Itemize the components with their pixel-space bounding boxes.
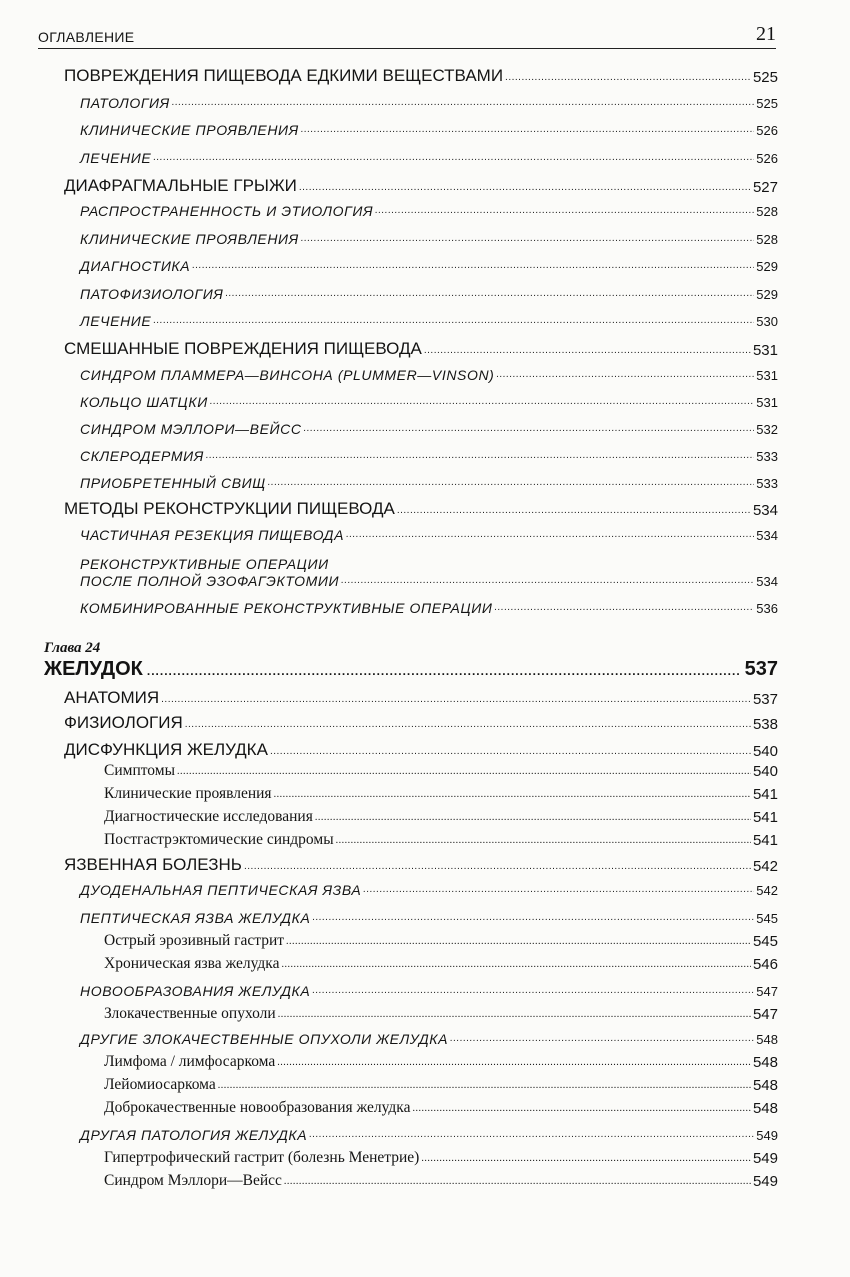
toc-entry-level-2[interactable] — [80, 983, 778, 999]
chapter-title-entry[interactable] — [44, 658, 778, 681]
dot-leader — [218, 1081, 751, 1091]
dot-leader — [336, 836, 751, 846]
toc-entry-title: РАСПРОСТРАНЕННОСТЬ И ЭТИОЛОГИЯ — [80, 203, 374, 219]
dot-leader — [505, 73, 751, 83]
toc-entry-page: 549 — [756, 1128, 778, 1143]
toc-entry-page: 540 — [752, 763, 778, 780]
dot-leader — [412, 1104, 751, 1114]
toc-entry-title: ПЕПТИЧЕСКАЯ ЯЗВА ЖЕЛУДКА — [80, 910, 311, 926]
dot-leader — [153, 153, 754, 163]
dot-leader — [299, 183, 751, 193]
toc-entry-level-3[interactable] — [104, 1053, 778, 1071]
toc-entry-title: НОВООБРАЗОВАНИЯ ЖЕЛУДКА — [80, 983, 311, 999]
toc-entry-title: КОМБИНИРОВАННЫЕ РЕКОНСТРУКТИВНЫЕ ОПЕРАЦИИ — [80, 600, 493, 616]
toc-entry-title: СИНДРОМ ПЛАММЕРА—ВИНСОНА (PLUMMER—VINSON) — [80, 367, 495, 383]
dot-leader — [185, 720, 751, 730]
toc-entry-title: ПАТОЛОГИЯ — [80, 95, 170, 111]
toc-entry-page: 548 — [752, 1100, 778, 1117]
toc-entry-level-1[interactable] — [64, 740, 778, 760]
toc-entry-level-3[interactable] — [104, 831, 778, 849]
toc-entry-page: 527 — [752, 179, 778, 196]
toc-entry-level-3[interactable] — [104, 1005, 778, 1023]
toc-entry-level-3[interactable] — [104, 1076, 778, 1094]
toc-entry-level-1[interactable] — [64, 66, 778, 86]
toc-entry-title: МЕТОДЫ РЕКОНСТРУКЦИИ ПИЩЕВОДА — [64, 499, 395, 518]
toc-entry-title: ДИАГНОСТИКА — [80, 258, 191, 274]
toc-entry-level-3[interactable] — [104, 955, 778, 973]
toc-entry-level-1[interactable] — [64, 339, 778, 359]
toc-entry-page: 534 — [752, 502, 778, 519]
dot-leader — [161, 695, 751, 705]
header-page-number: 21 — [756, 23, 776, 45]
header-section-title: ОГЛАВЛЕНИЕ — [38, 29, 135, 45]
toc-entry-page: 545 — [752, 933, 778, 950]
dot-leader — [363, 885, 754, 895]
toc-entry-level-2[interactable] — [80, 95, 778, 111]
toc-entry-page: 547 — [756, 984, 778, 999]
toc-entry-page: 525 — [756, 96, 778, 111]
dot-leader — [341, 576, 754, 586]
dot-leader — [397, 506, 751, 516]
toc-entry-title: Клинические проявления — [104, 785, 272, 802]
toc-entry-page: 542 — [752, 858, 778, 875]
toc-entry-level-2[interactable] — [80, 258, 778, 274]
dot-leader — [494, 603, 754, 613]
toc-entry-page: 542 — [756, 883, 778, 898]
toc-entry-title: Хроническая язва желудка — [104, 955, 280, 972]
dot-leader — [278, 1010, 751, 1020]
toc-entry-title-line1: РЕКОНСТРУКТИВНЫЕ ОПЕРАЦИИ — [80, 556, 329, 572]
dot-leader — [210, 397, 754, 407]
toc-entry-page: 528 — [756, 232, 778, 247]
dot-leader — [284, 1177, 751, 1187]
toc-entry-level-2[interactable] — [80, 231, 778, 247]
toc-entry-title: СМЕШАННЫЕ ПОВРЕЖДЕНИЯ ПИЩЕВОДА — [64, 339, 422, 358]
toc-entry-level-3[interactable] — [104, 1099, 778, 1117]
toc-entry-page: 540 — [752, 743, 778, 760]
toc-entry-level-1[interactable] — [64, 855, 778, 875]
toc-entry-page: 538 — [752, 716, 778, 733]
toc-entry-title: ДУОДЕНАЛЬНАЯ ПЕПТИЧЕСКАЯ ЯЗВА — [80, 882, 362, 898]
dot-leader — [281, 960, 750, 970]
toc-entry-level-2[interactable] — [80, 286, 778, 302]
toc-entry-level-2[interactable] — [80, 313, 778, 329]
toc-entry-title: ПОВРЕЖДЕНИЯ ПИЩЕВОДА ЕДКИМИ ВЕЩЕСТВАМИ — [64, 66, 504, 85]
toc-entry-title: Злокачественные опухоли — [104, 1005, 276, 1022]
toc-entry-title: Симптомы — [104, 762, 175, 779]
chapter-page: 537 — [744, 658, 778, 680]
toc-entry-page: 545 — [756, 911, 778, 926]
dot-leader — [270, 747, 751, 757]
toc-entry-title: КЛИНИЧЕСКИЕ ПРОЯВЛЕНИЯ — [80, 122, 299, 138]
toc-entry-title: Постгастрэктомические синдромы — [104, 831, 334, 848]
toc-entry-title: Острый эрозивный гастрит — [104, 932, 285, 949]
dot-leader — [301, 125, 754, 135]
toc-entry-page: 549 — [752, 1150, 778, 1167]
toc-entry-level-2[interactable] — [80, 367, 778, 383]
toc-entry-title: ЛЕЧЕНИЕ — [80, 150, 152, 166]
toc-entry-level-3[interactable] — [104, 762, 778, 780]
dot-leader — [346, 530, 754, 540]
toc-entry-page: 548 — [756, 1032, 778, 1047]
dot-leader — [312, 913, 754, 923]
toc-entry-title: ПРИОБРЕТЕННЫЙ СВИЩ — [80, 475, 266, 491]
dot-leader — [309, 1130, 754, 1140]
dot-leader — [304, 424, 755, 434]
dot-leader — [424, 346, 751, 356]
toc-entry-title: Диагностические исследования — [104, 808, 313, 825]
toc-entry-title: ДРУГАЯ ПАТОЛОГИЯ ЖЕЛУДКА — [80, 1127, 308, 1143]
toc-entry-level-1[interactable] — [64, 176, 778, 196]
dot-leader — [277, 1058, 751, 1068]
dot-leader — [286, 937, 751, 947]
toc-entry-title: СИНДРОМ МЭЛЛОРИ—ВЕЙСС — [80, 421, 302, 437]
toc-entry-page: 537 — [752, 691, 778, 708]
toc-entry-title: КЛИНИЧЕСКИЕ ПРОЯВЛЕНИЯ — [80, 231, 299, 247]
toc-entry-level-2[interactable] — [80, 1127, 778, 1143]
dot-leader — [192, 261, 754, 271]
toc-entry-level-3[interactable] — [104, 785, 778, 803]
toc-entry-level-1[interactable] — [64, 713, 778, 733]
toc-entry-level-2[interactable] — [80, 150, 778, 166]
toc-entry-page: 528 — [756, 204, 778, 219]
dot-leader — [315, 813, 751, 823]
dot-leader — [244, 862, 751, 872]
dot-leader — [450, 1034, 754, 1044]
toc-entry-level-3[interactable] — [104, 1149, 778, 1167]
toc-entry-level-1[interactable] — [64, 499, 778, 519]
toc-entry-title: ПАТОФИЗИОЛОГИЯ — [80, 286, 224, 302]
toc-entry-page: 536 — [756, 601, 778, 616]
chapter-title: ЖЕЛУДОК — [44, 658, 143, 680]
toc-entry-title: ЛЕЧЕНИЕ — [80, 313, 152, 329]
toc-entry-level-3[interactable] — [104, 808, 778, 826]
toc-entry-level-2[interactable] — [80, 122, 778, 138]
toc-entry-title-line2: ПОСЛЕ ПОЛНОЙ ЭЗОФАГЭКТОМИИ — [80, 573, 340, 589]
toc-entry-title: Лейомиосаркома — [104, 1076, 216, 1093]
dot-leader — [268, 478, 755, 488]
toc-entry-page: 546 — [752, 956, 778, 973]
toc-entry-page: 531 — [752, 342, 778, 359]
toc-entry-level-2[interactable] — [80, 882, 778, 898]
toc-entry-page: 534 — [756, 574, 778, 589]
toc-entry-page: 549 — [752, 1173, 778, 1190]
toc-entry-level-2[interactable] — [80, 527, 778, 543]
toc-entry-level-2[interactable] — [80, 1031, 778, 1047]
toc-entry-page: 541 — [752, 809, 778, 826]
toc-entry-page: 526 — [756, 123, 778, 138]
dot-leader — [421, 1154, 751, 1164]
dot-leader — [177, 767, 751, 777]
dot-leader — [172, 98, 754, 108]
toc-entry-page: 541 — [752, 832, 778, 849]
toc-entry-multiline[interactable] — [80, 556, 329, 572]
toc-entry-page: 530 — [756, 314, 778, 329]
toc-entry-page: 529 — [756, 287, 778, 302]
toc-entry-title: ДРУГИЕ ЗЛОКАЧЕСТВЕННЫЕ ОПУХОЛИ ЖЕЛУДКА — [80, 1031, 449, 1047]
toc-entry-page: 531 — [756, 368, 778, 383]
toc-entry-level-2[interactable] — [80, 910, 778, 926]
toc-entry-level-2[interactable] — [80, 448, 778, 464]
toc-entry-page: 541 — [752, 786, 778, 803]
toc-entry-page: 526 — [756, 151, 778, 166]
toc-entry-page: 525 — [752, 69, 778, 86]
dot-leader — [375, 206, 754, 216]
toc-entry-page: 532 — [756, 422, 778, 437]
dot-leader — [496, 370, 754, 380]
toc-entry-level-2[interactable] — [80, 421, 778, 437]
dot-leader — [147, 665, 741, 677]
toc-entry-page: 548 — [752, 1054, 778, 1071]
dot-leader — [274, 790, 751, 800]
toc-entry-level-2[interactable] — [80, 600, 778, 616]
toc-entry-level-2[interactable] — [80, 203, 778, 219]
toc-entry-page: 531 — [756, 395, 778, 410]
toc-entry-level-3[interactable] — [104, 1172, 778, 1190]
toc-entry-page: 548 — [752, 1077, 778, 1094]
toc-entry-title: Доброкачественные новообразования желудка — [104, 1099, 411, 1116]
dot-leader — [312, 986, 754, 996]
toc-entry-title: Синдром Мэллори—Вейсс — [104, 1172, 282, 1189]
toc-entry-title: ЯЗВЕННАЯ БОЛЕЗНЬ — [64, 855, 242, 874]
toc-entry-title: ДИСФУНКЦИЯ ЖЕЛУДКА — [64, 740, 268, 759]
toc-entry-title: ДИАФРАГМАЛЬНЫЕ ГРЫЖИ — [64, 176, 297, 195]
toc-entry-page: 547 — [752, 1006, 778, 1023]
toc-entry-title: СКЛЕРОДЕРМИЯ — [80, 448, 204, 464]
toc-entry-multiline-line2[interactable] — [80, 573, 778, 589]
dot-leader — [153, 316, 754, 326]
toc-entry-title: КОЛЬЦО ШАТЦКИ — [80, 394, 208, 410]
toc-entry-level-2[interactable] — [80, 394, 778, 410]
toc-entry-title: ЧАСТИЧНАЯ РЕЗЕКЦИЯ ПИЩЕВОДА — [80, 527, 345, 543]
toc-entry-level-3[interactable] — [104, 932, 778, 950]
toc-entry-level-1[interactable] — [64, 688, 778, 708]
toc-entry-title: АНАТОМИЯ — [64, 688, 160, 707]
toc-entry-title: Гипертрофический гастрит (болезнь Менетрие) — [104, 1149, 420, 1166]
toc-entry-title: ФИЗИОЛОГИЯ — [64, 713, 183, 732]
toc-entry-page: 533 — [756, 449, 778, 464]
dot-leader — [225, 289, 754, 299]
toc-entry-page: 534 — [756, 528, 778, 543]
toc-entry-page: 533 — [756, 476, 778, 491]
dot-leader — [301, 234, 754, 244]
toc-entry-title: Лимфома / лимфосаркома — [104, 1053, 276, 1070]
chapter-label: Глава 24 — [44, 640, 101, 656]
toc-entry-level-2[interactable] — [80, 475, 778, 491]
dot-leader — [206, 451, 754, 461]
toc-entry-page: 529 — [756, 259, 778, 274]
